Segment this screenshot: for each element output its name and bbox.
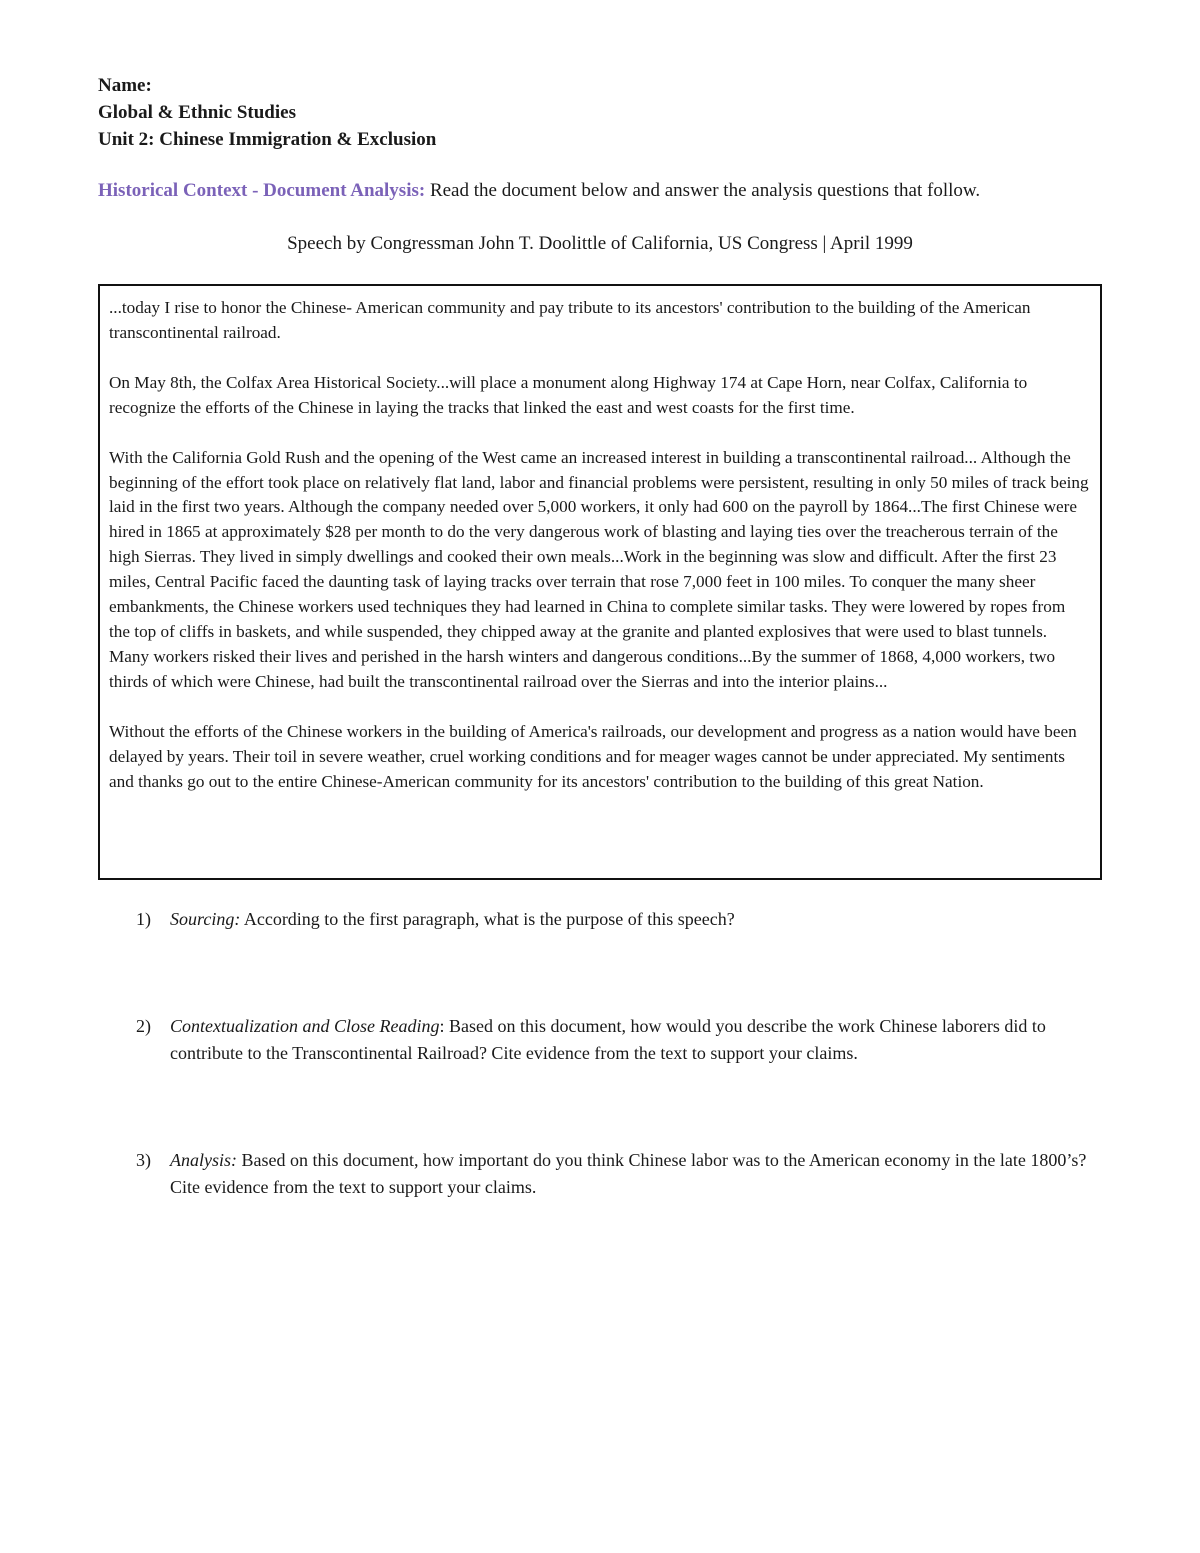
worksheet-header — [98, 72, 436, 153]
historical-context-line — [98, 178, 980, 204]
question-label: Sourcing: — [170, 909, 241, 929]
unit-title: Unit 2: Chinese Immigration & Exclusion — [98, 129, 437, 150]
speech-paragraph-2: On May 8th, the Colfax Area Historical Society...will place a monument along Highway 174 at Cape Horn, near Colfax, California to recognize the efforts of the Chinese in laying the tracks that linked the east and west coasts for the first time. — [109, 372, 1028, 417]
question-number: 2) — [136, 1016, 151, 1036]
question-text: According to the first paragraph, what is the purpose of this speech? — [240, 909, 735, 929]
speech-paragraph-1: ...today I rise to honor the Chinese- American community and pay tribute to its ancestors' contribution to the building of the American transcontinental railroad. — [109, 298, 1031, 342]
question-1 — [98, 906, 1098, 933]
speech-excerpt-box — [98, 284, 1102, 880]
document-title: Speech by Congressman John T. Doolittle of California, US Congress | April 1999 — [287, 233, 913, 254]
name-label: Name: — [98, 75, 152, 96]
question-text: : Based on this document, how would you describe the work Chinese laborers did to contribute to the Transcontinental Railroad? Cite evidence from the text to support your claims. — [170, 1016, 1046, 1063]
question-2 — [98, 1013, 1098, 1067]
question-label: Contextualization and Close Reading — [170, 1016, 440, 1036]
course-title: Global & Ethnic Studies — [98, 102, 296, 123]
speech-paragraph-3: With the California Gold Rush and the opening of the West came an increased interest in building a transcontinental railroad... Although the beginning of the effort took place on relatively flat land, labor and financial problems were persistent, resulting in only 50 miles of track being laid in the first two years. Although the company needed over 5,000 workers, it only had 600 on the payroll by 1864...The first Chinese were hired in 1865 at approximately $28 per month to do the very dangerous work of blasting and laying ties over the treacherous terrain of the high Sierras. They lived in simply dwellings and cooked their own meals...Work in the beginning was slow and difficult. After the first 23 miles, Central Pacific faced the daunting task of laying tracks over terrain that rose 7,000 feet in 100 miles. To conquer the many sheer embankments, the Chinese workers used techniques they had learned in China to complete similar tasks. They were lowered by ropes from the top of cliffs in baskets, and while suspended, they chipped away at the granite and planted explosives that were used to blast tunnels. Many workers risked their lives and perished in the harsh winters and dangerous conditions...By the summer of 1868, 4,000 workers, two thirds of which were Chinese, had built the transcontinental railroad over the Sierras and into the interior plains... — [109, 447, 1089, 691]
speech-paragraph-4: Without the efforts of the Chinese workers in the building of America's railroads, our development and progress as a nation would have been delayed by years. Their toil in severe weather, cruel working conditions and for meager wages cannot be under appreciated. My sentiments and thanks go out to the entire Chinese-American community for its ancestors' contribution to the building of this great Nation. — [109, 721, 1077, 791]
context-instruction: Read the document below and answer the analysis questions that follow. — [429, 180, 981, 201]
question-3 — [98, 1147, 1098, 1201]
question-number: 1) — [136, 909, 151, 929]
question-number: 3) — [136, 1150, 151, 1170]
question-label: Analysis: — [170, 1150, 237, 1170]
question-text: Based on this document, how important do you think Chinese labor was to the American economy in the late 1800’s? Cite evidence from the text to support your claims. — [170, 1150, 1087, 1197]
context-label: Historical Context - Document Analysis: — [98, 180, 426, 201]
